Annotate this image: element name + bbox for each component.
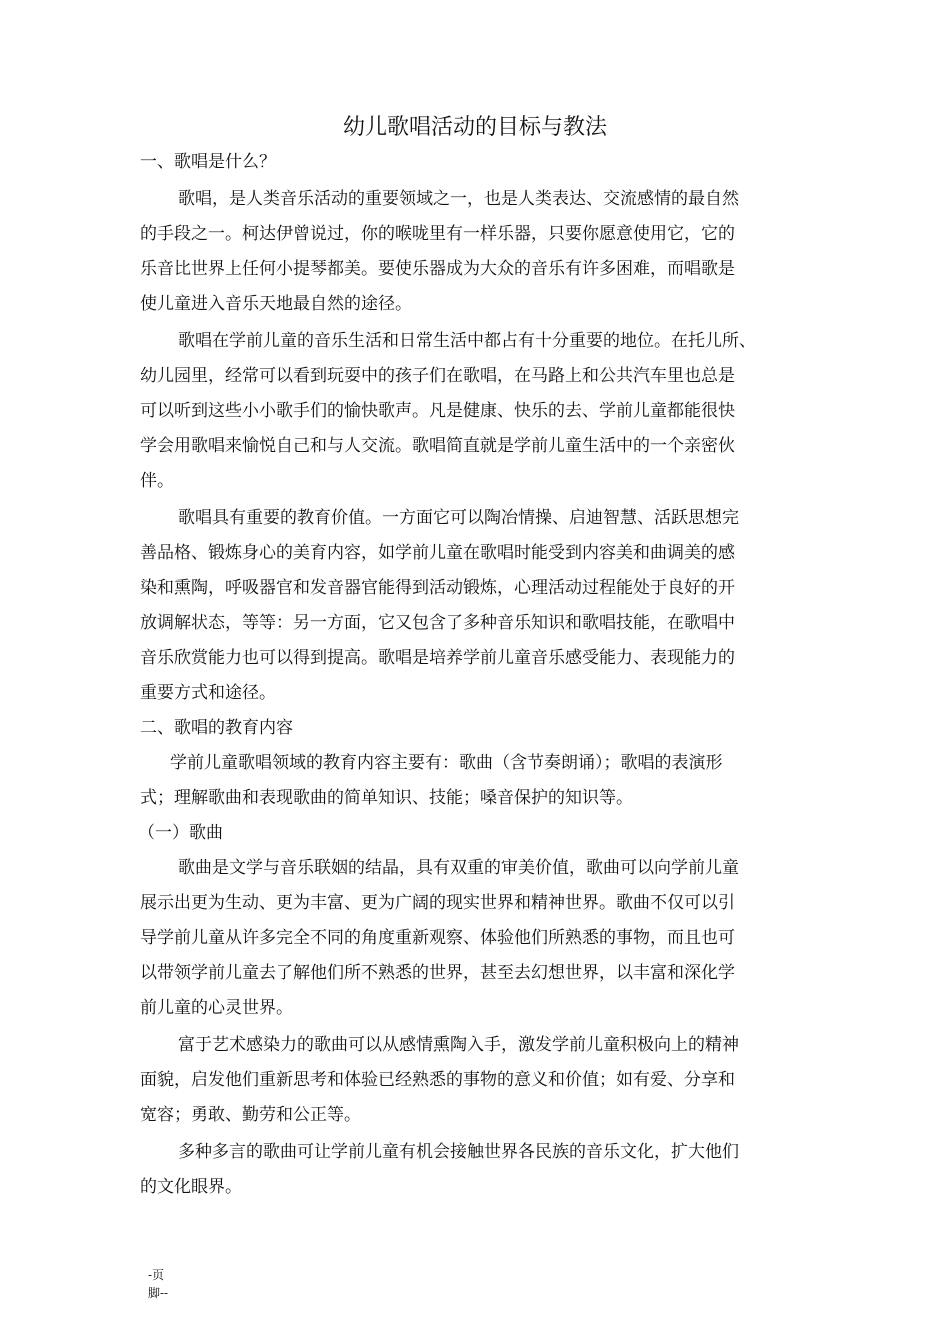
- paragraph-line: 音乐欣赏能力也可以得到提高。歌唱是培养学前儿童音乐感受能力、表现能力的: [140, 648, 735, 668]
- subsection-heading: （一）歌曲: [138, 823, 223, 843]
- paragraph-line: 面貌，启发他们重新思考和体验已经熟悉的事物的意义和价值；如有爱、分享和: [140, 1070, 735, 1090]
- paragraph-line: 歌唱，是人类音乐活动的重要领域之一，也是人类表达、交流感情的最自然: [178, 189, 739, 209]
- paragraph-line: 伴。: [140, 471, 174, 491]
- page-footer: [148, 1266, 168, 1302]
- paragraph-line: 学前儿童歌唱领域的教育内容主要有：歌曲（含节奏朗诵）；歌唱的表演形: [170, 753, 723, 773]
- paragraph-line: 歌唱具有重要的教育价值。一方面它可以陶冶情操、启迪智慧、活跃思想完: [178, 508, 739, 528]
- paragraph-line: 以带领学前儿童去了解他们所不熟悉的世界，甚至去幻想世界，以丰富和深化学: [140, 963, 735, 983]
- section-heading: 一、歌唱是什么？: [140, 152, 276, 172]
- paragraph-line: 使儿童进入音乐天地最自然的途径。: [140, 294, 412, 314]
- paragraph-line: 重要方式和途径。: [140, 683, 276, 703]
- paragraph-line: 可以听到这些小小歌手们的愉快歌声。凡是健康、快乐的去、学前儿童都能很快: [140, 401, 735, 421]
- paragraph-line: 乐音比世界上任何小提琴都美。要使乐器成为大众的音乐有许多困难，而唱歌是: [140, 259, 735, 279]
- footer-line: -页: [148, 1268, 165, 1282]
- paragraph-line: 前儿童的心灵世界。: [140, 998, 293, 1018]
- paragraph-line: 歌唱在学前儿童的音乐生活和日常生活中都占有十分重要的地位。在托儿所、: [178, 331, 756, 351]
- paragraph-line: 放调解状态，等等：另一方面，它又包含了多种音乐知识和歌唱技能，在歌唱中: [140, 613, 735, 633]
- paragraph-line: 宽容；勇敢、勤劳和公正等。: [140, 1105, 361, 1125]
- document-title: 幼儿歌唱活动的目标与教法: [342, 115, 607, 140]
- paragraph-line: 多种多言的歌曲可让学前儿童有机会接触世界各民族的音乐文化，扩大他们: [178, 1142, 739, 1162]
- paragraph-line: 善品格、锻炼身心的美育内容，如学前儿童在歌唱时能受到内容美和曲调美的感: [140, 543, 735, 563]
- paragraph-line: 导学前儿童从许多完全不同的角度重新观察、体验他们所熟悉的事物，而且也可: [140, 928, 735, 948]
- footer-line: 脚--: [148, 1286, 169, 1300]
- paragraph-line: 歌曲是文学与音乐联姻的结晶，具有双重的审美价值，歌曲可以向学前儿童: [178, 858, 739, 878]
- paragraph-line: 的手段之一。柯达伊曾说过，你的喉咙里有一样乐器，只要你愿意使用它，它的: [140, 224, 735, 244]
- paragraph-line: 展示出更为生动、更为丰富、更为广阔的现实世界和精神世界。歌曲不仅可以引: [140, 893, 735, 913]
- paragraph-line: 学会用歌唱来愉悦自己和与人交流。歌唱简直就是学前儿童生活中的一个亲密伙: [140, 436, 735, 456]
- paragraph-line: 幼儿园里，经常可以看到玩耍中的孩子们在歌唱，在马路上和公共汽车里也总是: [140, 366, 735, 386]
- section-heading: 二、歌唱的教育内容: [140, 718, 293, 738]
- paragraph-line: 的文化眼界。: [140, 1177, 242, 1197]
- paragraph-line: 染和熏陶，呼吸器官和发音器官能得到活动锻炼，心理活动过程能处于良好的开: [140, 578, 735, 598]
- paragraph-line: 富于艺术感染力的歌曲可以从感情熏陶入手，激发学前儿童积极向上的精神: [178, 1035, 739, 1055]
- paragraph-line: 式；理解歌曲和表现歌曲的简单知识、技能；嗓音保护的知识等。: [140, 788, 633, 808]
